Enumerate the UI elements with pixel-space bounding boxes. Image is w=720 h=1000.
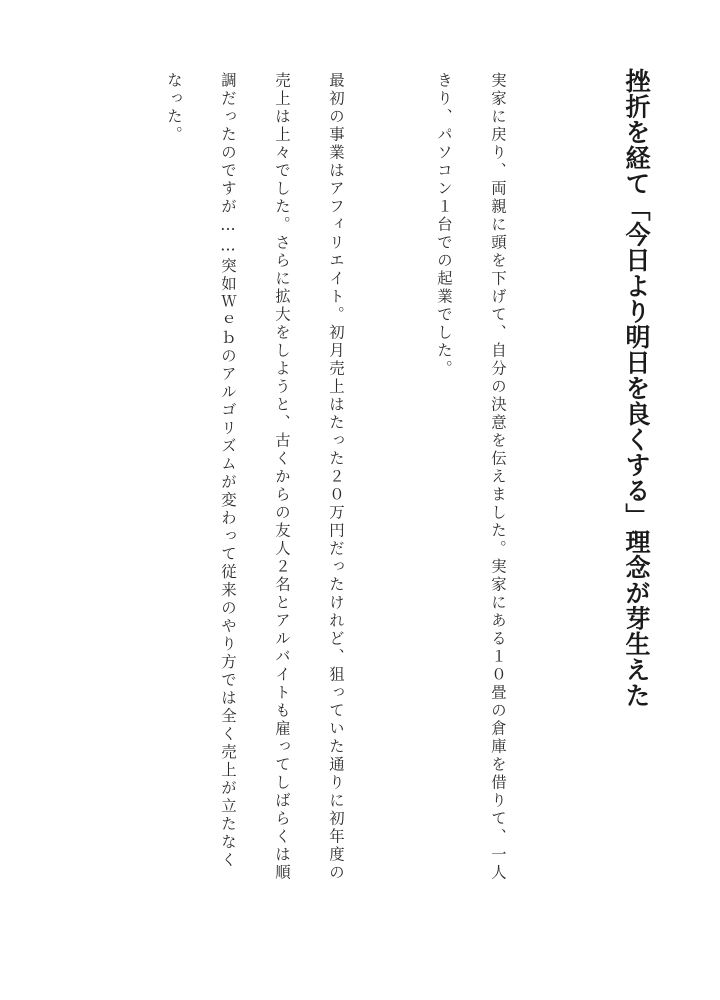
- text-line: 売上は上々でした。さらに拡大をしようと、古くからの友人２名とアルバイトも雇ってしばらくは順: [273, 72, 291, 882]
- text-line: 実家に戻り、両親に頭を下げて、自分の決意を伝えました。実家にある１０畳の倉庫を借りて、一人: [489, 72, 507, 882]
- article-title: 挫折を経て「今日より明日を良くする」理念が芽生えた: [622, 68, 651, 708]
- text-line: 最初の事業はアフィリエイト。初月売上はたった２０万円だったけれど、狙っていた通りに初年度の: [327, 72, 345, 882]
- text-line: 調だったのですが……突如Ｗｅｂのアルゴリズムが変わって従来のやり方では全く売上が立たなく: [219, 72, 237, 870]
- text-line: きり、パソコン１台での起業でした。: [435, 72, 453, 378]
- text-line: なった。: [165, 72, 183, 144]
